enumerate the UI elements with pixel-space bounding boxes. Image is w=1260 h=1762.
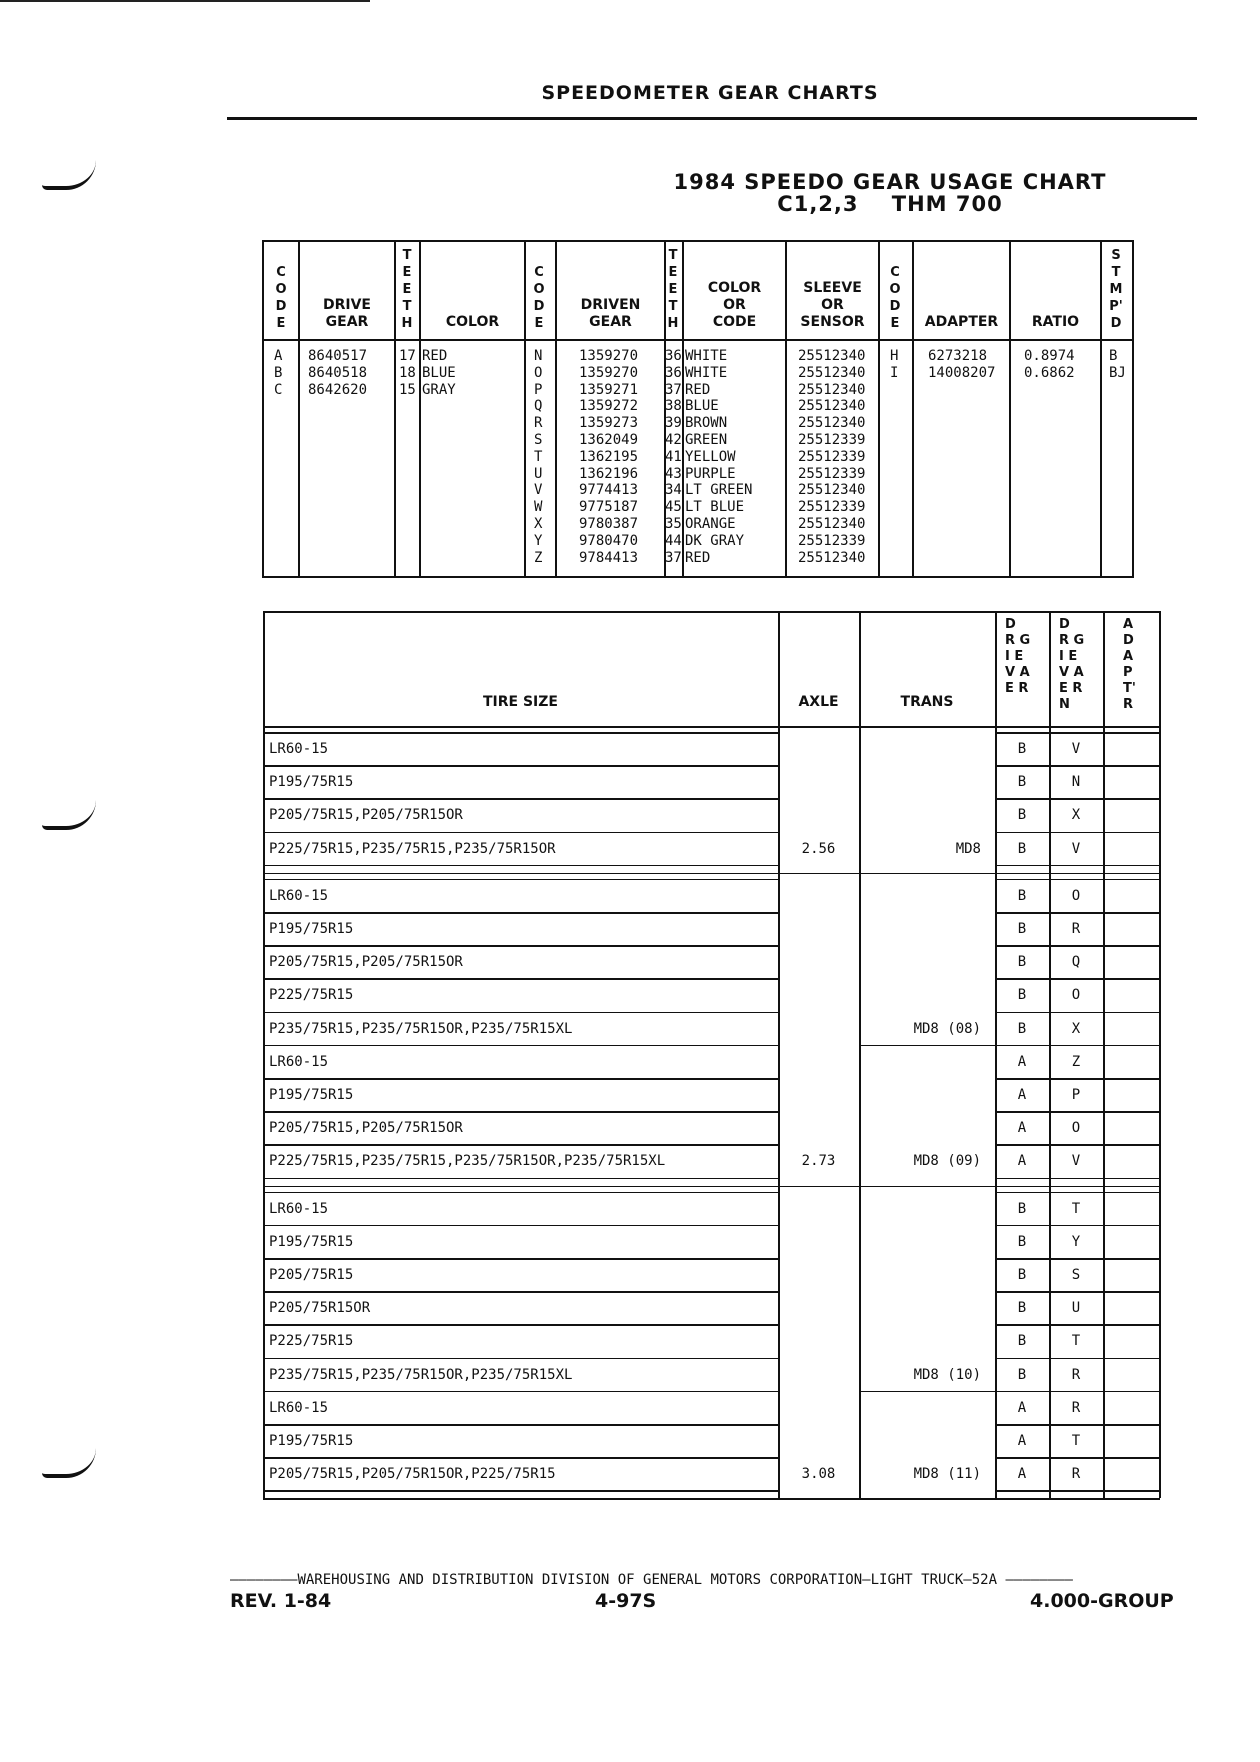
- row-rule: [995, 1144, 1160, 1146]
- column-rule: [1103, 611, 1105, 726]
- row-rule: [263, 912, 778, 914]
- driven-gear-cell: O: [1071, 1120, 1081, 1137]
- column-rule: [778, 611, 780, 726]
- row-rule: [995, 978, 1160, 980]
- adapter-code-column: [890, 348, 898, 382]
- column-rule: [1159, 726, 1161, 873]
- drive-teeth-column: [399, 348, 416, 398]
- driven-gear-cell: U: [1071, 1300, 1081, 1317]
- row-rule: [263, 865, 778, 867]
- header-teeth-1: T E E T H: [401, 248, 413, 331]
- driven-code-cell: N: [534, 348, 543, 364]
- driven-code-cell: X: [534, 515, 543, 532]
- tire-size-cell: P205/75R15,P205/75R15OR: [269, 954, 463, 971]
- tire-size-cell: P225/75R15: [269, 1333, 354, 1350]
- row-rule: [263, 1045, 778, 1047]
- drive-code-column: [274, 348, 282, 398]
- driven-teeth-cell: 44: [665, 532, 682, 549]
- tire-size-cell: P195/75R15: [269, 774, 354, 791]
- column-rule: [859, 873, 861, 1186]
- header-color-or-code: COLOR OR CODE: [707, 280, 762, 330]
- column-rule: [263, 1186, 265, 1499]
- footer-division: WAREHOUSING AND DISTRIBUTION DIVISION OF GENERAL MOTORS CORPORATION—LIGHT TRUCK—52A: [297, 1572, 998, 1588]
- row-rule: [263, 1498, 1160, 1500]
- header-driven-gear: DRIVEN GEAR: [580, 297, 641, 330]
- driven-gear-cell: 9780470: [579, 532, 639, 549]
- sleeve-cell: 25512340: [798, 398, 866, 415]
- driven-gear-cell: 1362195: [579, 448, 639, 465]
- driven-gear-cell: 1362196: [579, 465, 639, 482]
- drive-color-cell: BLUE: [422, 364, 456, 381]
- driven-gear-cell: 9780387: [579, 515, 639, 532]
- driven-color-cell: WHITE: [685, 348, 728, 364]
- drive-gear-cell: B: [1017, 954, 1027, 971]
- drive-gear-cell: B: [1017, 840, 1027, 857]
- column-rule: [1103, 1186, 1105, 1499]
- tire-size-cell: P205/75R15,P205/75R15OR: [269, 1120, 463, 1137]
- row-rule: [995, 1291, 1160, 1293]
- driven-teeth-cell: 35: [665, 515, 682, 532]
- drive-gear-cell: B: [1017, 774, 1027, 791]
- driven-teeth-cell: 41: [665, 448, 682, 465]
- driven-color-cell: RED: [685, 381, 711, 398]
- driven-gear-cell: 9775187: [579, 499, 639, 516]
- driven-code-cell: U: [534, 465, 543, 482]
- driven-color-cell: RED: [685, 549, 711, 566]
- row-rule: [263, 1186, 1160, 1188]
- header-code-2: C O D E: [533, 265, 545, 331]
- driven-gear-cell: Y: [1071, 1233, 1081, 1250]
- footer-page: 4-97S: [595, 1590, 657, 1612]
- driven-color-cell: LT GREEN: [685, 482, 753, 499]
- driven-color-cell: BLUE: [685, 398, 719, 415]
- driven-code-cell: Y: [534, 532, 543, 549]
- header-ratio: RATIO: [1031, 314, 1080, 330]
- row-rule: [263, 1192, 778, 1194]
- sleeve-cell: 25512339: [798, 431, 866, 448]
- footer-rev: REV. 1-84: [230, 1590, 332, 1612]
- column-rule: [859, 726, 861, 873]
- column-rule: [778, 873, 780, 1186]
- driven-gear-cell: R: [1071, 1399, 1081, 1416]
- header-sleeve-or-sensor: SLEEVE OR SENSOR: [800, 280, 865, 330]
- column-rule: [778, 1186, 780, 1499]
- drive-gear-cell: B: [1017, 1020, 1027, 1037]
- row-rule: [263, 732, 778, 734]
- sleeve-column: [798, 348, 865, 566]
- driven-gear-cell: T: [1071, 1200, 1081, 1217]
- column-rule: [1049, 726, 1051, 873]
- drive-gear-cell: A: [1017, 1120, 1027, 1137]
- drive-teeth-cell: 17: [399, 348, 416, 364]
- trans-cell: MD8 (10): [913, 1366, 981, 1383]
- driven-teeth-cell: 43: [665, 465, 682, 482]
- row-rule: [995, 865, 1160, 867]
- column-rule: [995, 1186, 997, 1499]
- tire-size-cell: P195/75R15: [269, 921, 354, 937]
- tire-size-cell: P205/75R15OR: [269, 1300, 371, 1317]
- column-rule: [1103, 873, 1105, 1186]
- row-rule: [263, 1144, 778, 1146]
- row-rule: [263, 1078, 778, 1080]
- trans-cell: MD8 (11): [913, 1466, 981, 1483]
- driven-gear-cell: S: [1071, 1267, 1081, 1283]
- tire-size-cell: LR60-15: [269, 1053, 329, 1070]
- driven-gear-cell: P: [1071, 1087, 1081, 1103]
- drive-teeth-cell: 15: [399, 381, 416, 398]
- tire-size-cell: P195/75R15: [269, 1233, 354, 1250]
- sleeve-cell: 25512340: [798, 415, 866, 432]
- axle-cell: 3.08: [801, 1466, 836, 1483]
- header-adapter: ADAPTER: [924, 314, 999, 330]
- row-rule: [995, 832, 1160, 834]
- row-rule: [995, 879, 1160, 881]
- sleeve-cell: 25512340: [798, 348, 866, 364]
- drive-gear-cell: A: [1017, 1433, 1027, 1449]
- driven-teeth-column: [665, 348, 682, 566]
- drive-gear-cell: B: [1017, 1200, 1027, 1217]
- driven-teeth-cell: 34: [665, 482, 682, 499]
- row-rule: [263, 1012, 778, 1014]
- driven-gear-cell: 1359270: [579, 348, 639, 364]
- row-rule: [995, 1078, 1160, 1080]
- ratio-cell: 0.6862: [1024, 364, 1075, 381]
- row-rule: [995, 1358, 1160, 1360]
- binder-hole-mark: [42, 800, 96, 830]
- driven-gear-cell: X: [1071, 1020, 1081, 1037]
- row-rule: [995, 1424, 1160, 1426]
- driven-teeth-cell: 37: [665, 549, 682, 566]
- driven-color-cell: YELLOW: [685, 448, 736, 465]
- driven-teeth-cell: 42: [665, 431, 682, 448]
- tire-size-table: [263, 611, 1163, 1515]
- tire-size-cell: P205/75R15,P205/75R15OR,P225/75R15: [269, 1466, 556, 1483]
- driven-code-cell: P: [534, 381, 543, 398]
- drive-gear-cell: A: [1017, 1399, 1027, 1416]
- driven-code-cell: Q: [534, 398, 543, 415]
- row-rule: [263, 873, 1160, 875]
- column-rule: [859, 611, 861, 726]
- column-rule: [778, 726, 780, 873]
- driven-code-cell: V: [534, 482, 543, 499]
- drive-gear-cell: B: [1017, 1333, 1027, 1350]
- row-rule: [995, 765, 1160, 767]
- header-stmpd: S T M P' D: [1109, 248, 1123, 331]
- row-rule: [995, 1490, 1160, 1492]
- row-rule: [263, 798, 778, 800]
- axle-cell: 2.56: [801, 840, 836, 857]
- driven-gear-cell: T: [1071, 1433, 1081, 1449]
- drive-gear-cell: B: [1017, 1267, 1027, 1283]
- row-rule: [263, 765, 778, 767]
- page-header: SPEEDOMETER GEAR CHARTS: [541, 82, 879, 104]
- tire-size-cell: P225/75R15,P235/75R15,P235/75R15OR,P235/75R15XL: [269, 1153, 666, 1170]
- row-rule: [263, 1258, 778, 1260]
- sleeve-cell: 25512340: [798, 549, 866, 566]
- row-rule: [859, 1045, 995, 1047]
- column-rule: [1103, 726, 1105, 873]
- adapter-code-cell: H: [890, 348, 899, 364]
- driven-code-column: [534, 348, 542, 566]
- stmpd-cell: B: [1109, 348, 1118, 364]
- trans-cell: MD8 (09): [913, 1153, 981, 1170]
- row-rule: [263, 1457, 778, 1459]
- driven-gear-cell: V: [1071, 840, 1081, 857]
- header-code-3: C O D E: [889, 265, 901, 331]
- driven-gear-cell: Q: [1071, 954, 1081, 971]
- driven-gear-cell: 1359271: [579, 381, 639, 398]
- tire-size-cell: P225/75R15: [269, 987, 354, 1004]
- row-rule: [995, 1111, 1160, 1113]
- column-rule: [995, 726, 997, 873]
- header-rule: [227, 117, 1197, 120]
- drive-gear-cell: 8640517: [308, 348, 368, 364]
- driven-gear-cell: Z: [1071, 1053, 1081, 1070]
- ratio-cell: 0.8974: [1024, 348, 1075, 364]
- row-rule: [995, 1192, 1160, 1194]
- driven-code-cell: T: [534, 448, 543, 465]
- driven-color-cell: LT BLUE: [685, 499, 745, 516]
- header-teeth-2: T E E T H: [667, 248, 679, 331]
- drive-gear-cell: B: [1017, 921, 1027, 937]
- header-trans: TRANS: [900, 694, 954, 710]
- chart-title: 1984 SPEEDO GEAR USAGE CHART: [673, 170, 1107, 194]
- driven-gear-cell: R: [1071, 1366, 1081, 1383]
- binder-hole-mark: [42, 1448, 96, 1478]
- tire-size-cell: P235/75R15,P235/75R15OR,P235/75R15XL: [269, 1020, 573, 1037]
- driven-gear-cell: 1359272: [579, 398, 639, 415]
- drive-gear-cell: B: [1017, 741, 1027, 757]
- row-rule: [995, 945, 1160, 947]
- stmpd-cell: BJ: [1109, 364, 1126, 381]
- driven-color-cell: GREEN: [685, 431, 728, 448]
- driven-teeth-cell: 38: [665, 398, 682, 415]
- driven-teeth-cell: 36: [665, 364, 682, 381]
- trans-cell: MD8: [955, 840, 981, 857]
- driven-teeth-cell: 39: [665, 415, 682, 432]
- column-rule: [995, 611, 997, 726]
- row-rule: [995, 1258, 1160, 1260]
- driven-code-cell: O: [534, 364, 543, 381]
- driven-code-cell: W: [534, 499, 543, 516]
- tire-size-cell: P195/75R15: [269, 1087, 354, 1103]
- drive-gear-cell: A: [1017, 1153, 1027, 1170]
- row-rule: [263, 726, 1160, 728]
- trans-cell: MD8 (08): [913, 1020, 981, 1037]
- drive-gear-cell: A: [1017, 1053, 1027, 1070]
- driven-color-cell: DK GRAY: [685, 532, 745, 549]
- gear-usage-table: [262, 240, 1134, 578]
- driven-teeth-cell: 37: [665, 381, 682, 398]
- drive-gear-cell: B: [1017, 887, 1027, 904]
- sleeve-cell: 25512339: [798, 465, 866, 482]
- driven-color-cell: WHITE: [685, 364, 728, 381]
- tire-size-cell: LR60-15: [269, 887, 329, 904]
- drive-teeth-cell: 18: [399, 364, 416, 381]
- top-edge-rule: [0, 0, 370, 2]
- driven-gear-cell: X: [1071, 807, 1081, 824]
- row-rule: [263, 1111, 778, 1113]
- tire-size-cell: LR60-15: [269, 1399, 329, 1416]
- driven-code-cell: R: [534, 415, 543, 432]
- axle-cell: 2.73: [801, 1153, 836, 1170]
- header-tire-size: TIRE SIZE: [483, 694, 558, 710]
- drive-gear-cell: A: [1017, 1087, 1027, 1103]
- footer-division-line: ————————WAREHOUSING AND DISTRIBUTION DIVISION OF GENERAL MOTORS CORPORATION—LIGHT TRUCK—52A ————————: [230, 1572, 1073, 1588]
- tire-size-cell: P195/75R15: [269, 1433, 354, 1449]
- row-rule: [263, 1358, 778, 1360]
- driven-gear-cell: T: [1071, 1333, 1081, 1350]
- header-color-1: COLOR: [445, 314, 500, 330]
- row-rule: [995, 1012, 1160, 1014]
- driven-gear-cell: 1359270: [579, 364, 639, 381]
- header-code-1: C O D E: [275, 265, 287, 331]
- row-rule: [995, 1391, 1160, 1393]
- driven-gear-cell: O: [1071, 987, 1081, 1004]
- ratio-column: [1024, 348, 1075, 382]
- row-rule: [263, 1490, 778, 1492]
- driven-gear-cell: 9784413: [579, 549, 639, 566]
- tire-size-cell: LR60-15: [269, 741, 329, 757]
- drive-color-cell: RED: [422, 348, 448, 364]
- header-driven-gear: D R G I E V A E R N: [1059, 617, 1085, 712]
- driven-color-cell: ORANGE: [685, 515, 736, 532]
- row-rule: [263, 611, 1160, 613]
- row-rule: [263, 832, 778, 834]
- drive-gear-column: [308, 348, 367, 398]
- column-rule: [263, 611, 265, 726]
- row-rule: [995, 1178, 1160, 1180]
- drive-gear-cell: 8642620: [308, 381, 368, 398]
- adapter-column: [928, 348, 995, 382]
- row-rule: [263, 1291, 778, 1293]
- chart-subtitle: C1,2,3 THM 700: [777, 192, 1003, 216]
- sleeve-cell: 25512340: [798, 364, 866, 381]
- driven-gear-cell: O: [1071, 887, 1081, 904]
- driven-gear-cell: V: [1071, 1153, 1081, 1170]
- column-rule: [1159, 611, 1161, 726]
- driven-teeth-cell: 36: [665, 348, 682, 364]
- row-rule: [263, 1324, 778, 1326]
- row-rule: [263, 1178, 778, 1180]
- drive-gear-cell: B: [1017, 1300, 1027, 1317]
- column-rule: [1159, 1186, 1161, 1499]
- footer-group: 4.000-GROUP: [1030, 1590, 1174, 1612]
- drive-code-cell: B: [274, 364, 283, 381]
- column-rule: [263, 726, 265, 873]
- tire-size-cell: P225/75R15,P235/75R15,P235/75R15OR: [269, 840, 556, 857]
- driven-gear-cell: R: [1071, 921, 1081, 937]
- column-rule: [1049, 1186, 1051, 1499]
- adapter-cell: 6273218: [928, 348, 988, 364]
- column-rule: [859, 1186, 861, 1499]
- driven-code-cell: S: [534, 431, 543, 448]
- drive-gear-cell: B: [1017, 1366, 1027, 1383]
- row-rule: [995, 1324, 1160, 1326]
- row-rule: [995, 1225, 1160, 1227]
- drive-code-cell: C: [274, 381, 283, 398]
- row-rule: [263, 945, 778, 947]
- tire-size-cell: P205/75R15,P205/75R15OR: [269, 807, 463, 824]
- header-axle: AXLE: [798, 694, 839, 710]
- row-rule: [995, 732, 1160, 734]
- driven-color-cell: PURPLE: [685, 465, 736, 482]
- sleeve-cell: 25512339: [798, 532, 866, 549]
- header-drive-gear: DRIVE GEAR: [322, 297, 371, 330]
- stmpd-column: [1109, 348, 1126, 382]
- tire-size-cell: LR60-15: [269, 1200, 329, 1217]
- adapter-cell: 14008207: [928, 364, 996, 381]
- row-rule: [995, 912, 1160, 914]
- drive-gear-cell: B: [1017, 987, 1027, 1004]
- driven-gear-cell: 1362049: [579, 431, 639, 448]
- column-rule: [1049, 873, 1051, 1186]
- driven-gear-cell: R: [1071, 1466, 1081, 1483]
- driven-color-cell: BROWN: [685, 415, 728, 432]
- row-rule: [263, 879, 778, 881]
- row-rule: [995, 798, 1160, 800]
- column-rule: [995, 873, 997, 1186]
- column-rule: [263, 873, 265, 1186]
- sleeve-cell: 25512340: [798, 482, 866, 499]
- header-drive-gear: D R G I E V A E R: [1005, 617, 1031, 696]
- drive-gear-cell: B: [1017, 807, 1027, 824]
- driven-gear-cell: V: [1071, 741, 1081, 757]
- column-rule: [1049, 611, 1051, 726]
- header-adapter: A D A P T' R: [1123, 617, 1136, 712]
- driven-gear-cell: N: [1071, 774, 1081, 791]
- tire-size-cell: P205/75R15: [269, 1267, 354, 1283]
- driven-gear-column: [579, 348, 638, 566]
- sleeve-cell: 25512340: [798, 515, 866, 532]
- sleeve-cell: 25512339: [798, 448, 866, 465]
- sleeve-cell: 25512339: [798, 499, 866, 516]
- tire-size-cell: P235/75R15,P235/75R15OR,P235/75R15XL: [269, 1366, 573, 1383]
- drive-gear-cell: B: [1017, 1233, 1027, 1250]
- row-rule: [995, 1457, 1160, 1459]
- drive-color-column: [422, 348, 456, 398]
- column-rule: [1159, 873, 1161, 1186]
- row-rule: [263, 1391, 778, 1393]
- row-rule: [263, 1225, 778, 1227]
- adapter-code-cell: I: [890, 364, 899, 381]
- row-rule: [263, 978, 778, 980]
- driven-code-cell: Z: [534, 549, 543, 566]
- drive-color-cell: GRAY: [422, 381, 456, 398]
- drive-gear-cell: A: [1017, 1466, 1027, 1483]
- drive-gear-cell: 8640518: [308, 364, 368, 381]
- driven-gear-cell: 1359273: [579, 415, 639, 432]
- row-rule: [263, 1424, 778, 1426]
- driven-color-column: [685, 348, 752, 566]
- sleeve-cell: 25512340: [798, 381, 866, 398]
- row-rule: [859, 1391, 995, 1393]
- driven-teeth-cell: 45: [665, 499, 682, 516]
- row-rule: [995, 1045, 1160, 1047]
- drive-code-cell: A: [274, 348, 283, 364]
- driven-gear-cell: 9774413: [579, 482, 639, 499]
